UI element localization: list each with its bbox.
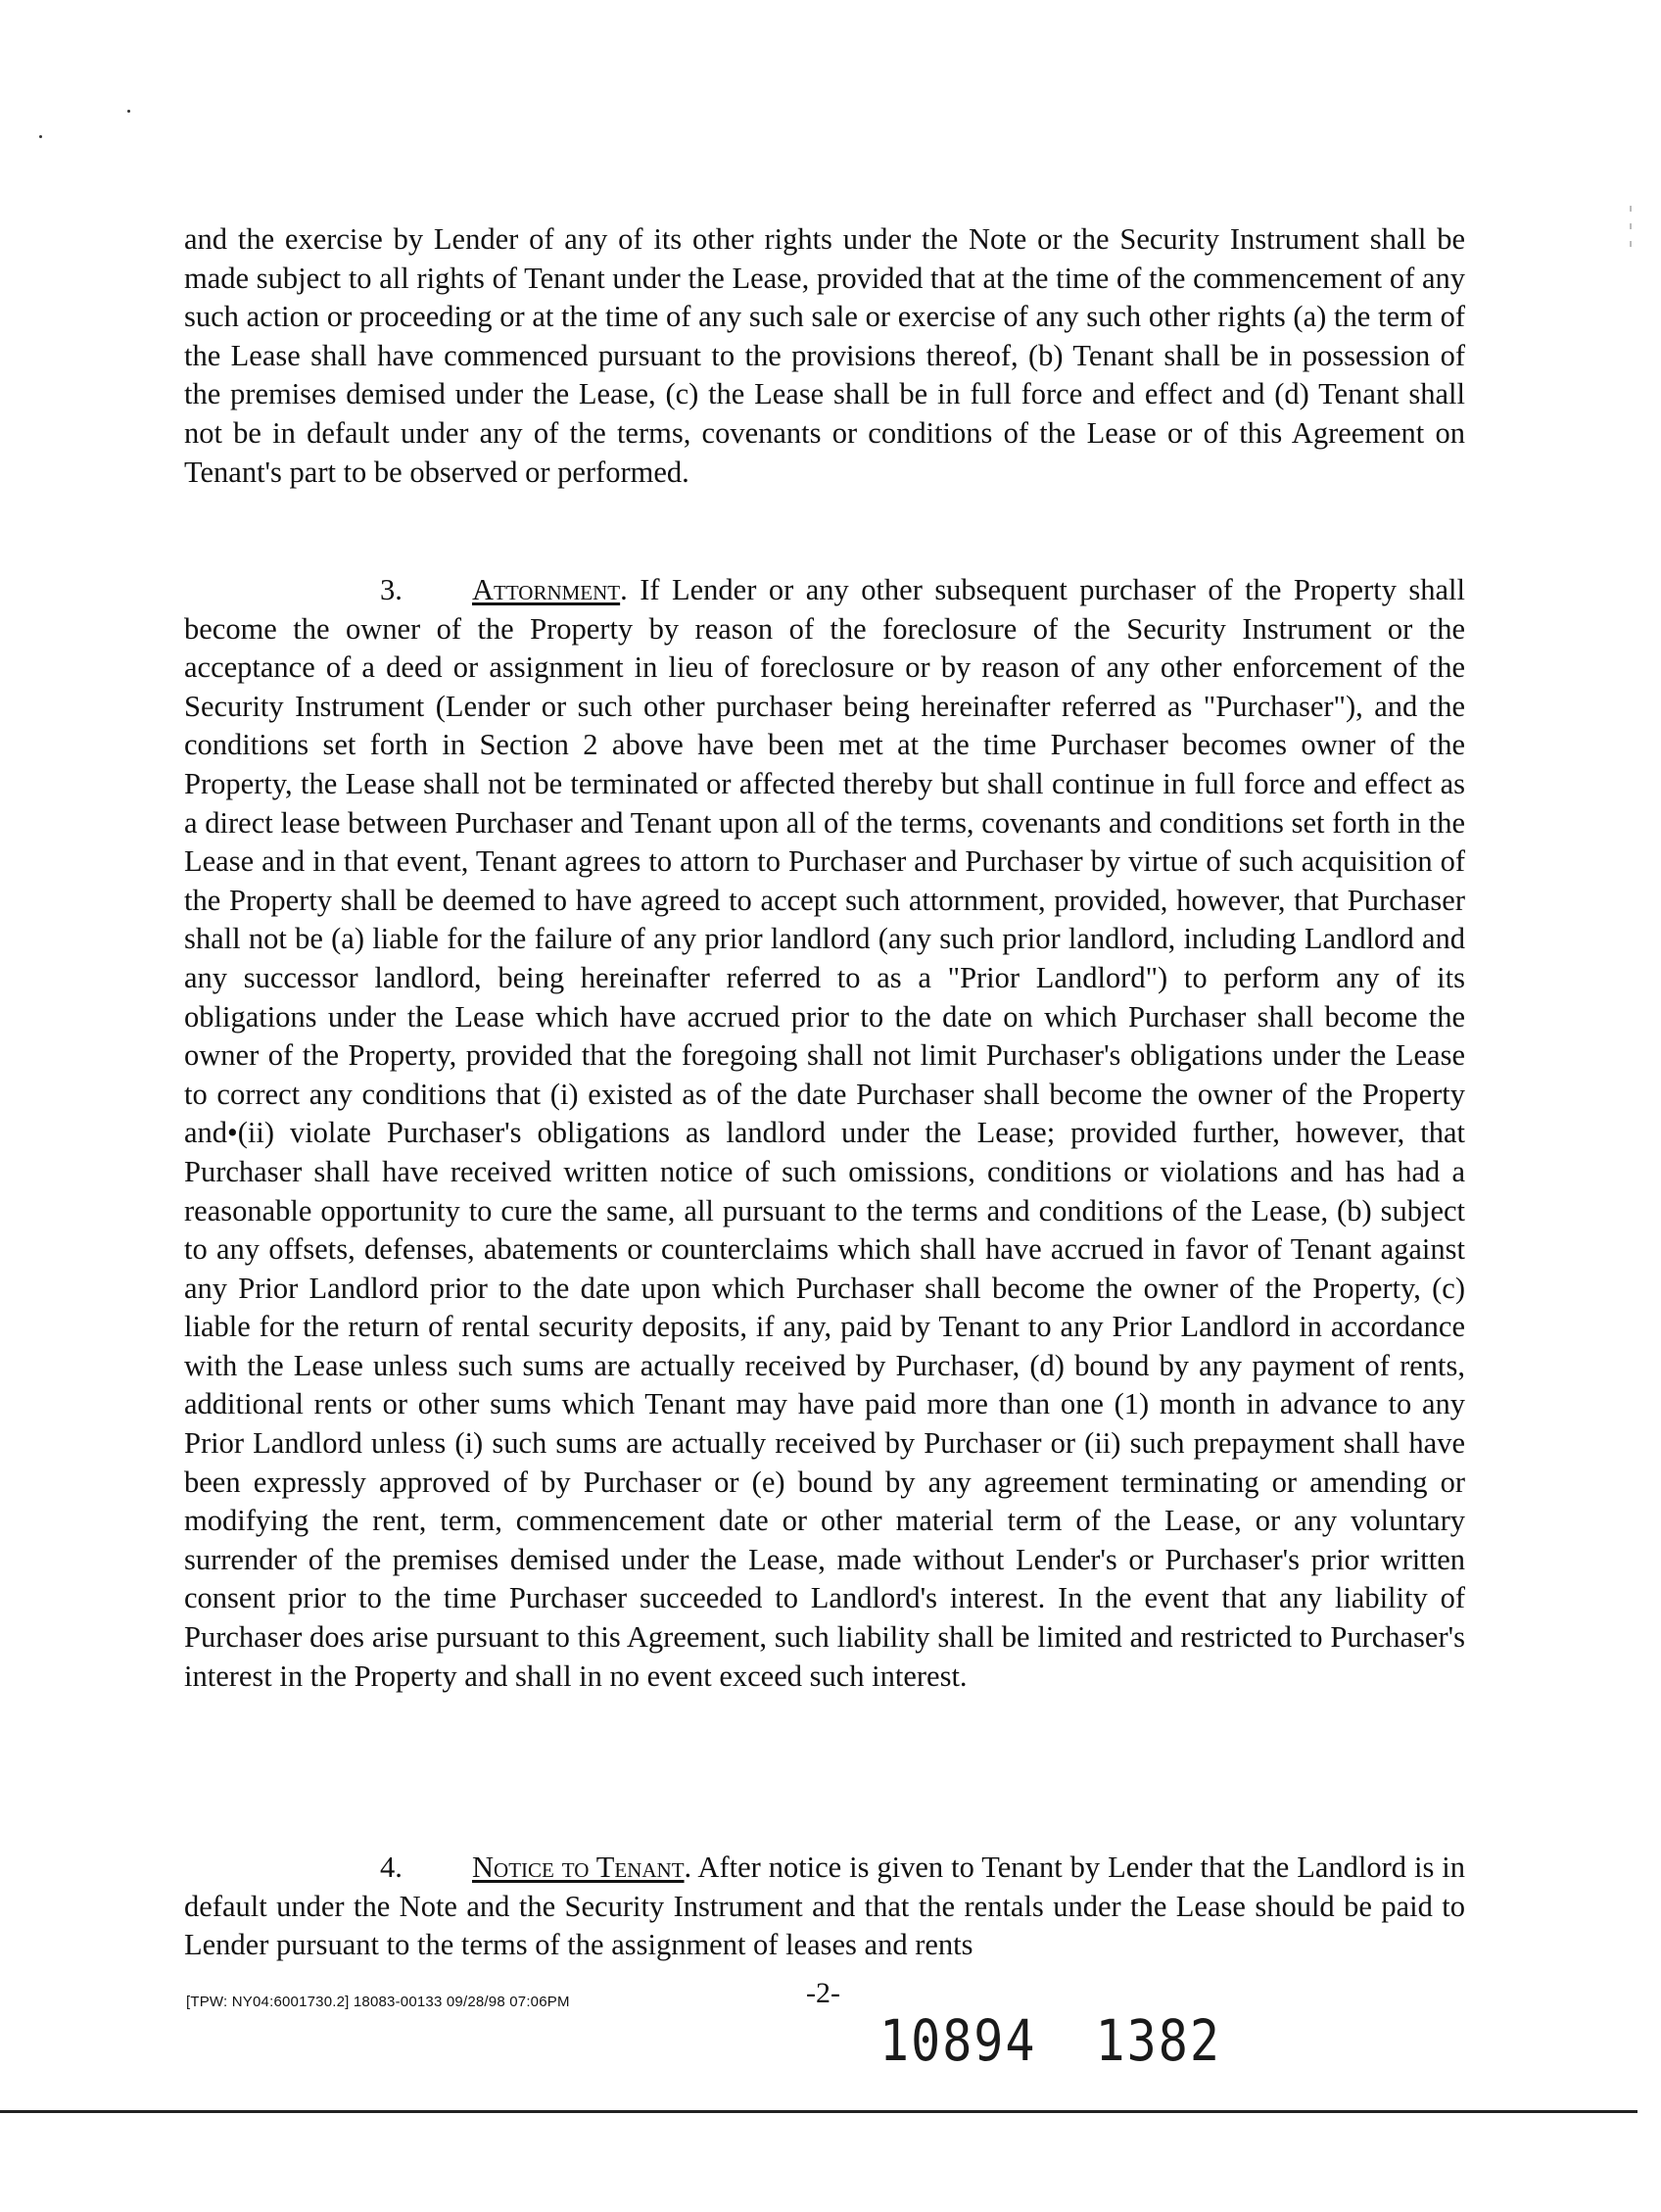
section-3-heading: Attornment — [472, 573, 621, 606]
section-3-text: If Lender or any other subsequent purchaser of the Property shall become the owner of the Property by reason of the foreclosure of the Security Instrument or the acceptance of a deed or assignment in lieu of foreclosure or by reason of any other enforcement of the Security Instrument (Lender or such other purchaser being hereinafter referred as "Purchaser"), and the conditions set forth in Section 2 above have been met at the time Purchaser becomes owner of the Property, the Lease shall not be terminated or affected thereby but shall continue in full force and effect as a direct lease between Purchaser and Tenant upon all of the terms, covenants and conditions set forth in the Lease and in that event, Tenant agrees to attorn to Purchaser and Purchaser by virtue of such acquisition of the Property shall be deemed to have agreed to accept such attornment, provided, however, that Purchaser shall not be (a) liable for the failure of any prior landlord (any such prior landlord, including Landlord and any successor landlord, being hereinafter referred to as a "Prior Landlord") to perform any of its obligations under the Lease which have accrued prior to the date on which Purchaser shall become the owner of the Property, provided that the foregoing shall not limit Purchaser's obligations under the Lease to correct any conditions that (i) existed as of the date Purchaser shall become the owner of the Property and•(ii) violate Purchaser's obligations as landlord under the Lease; provided further, however, that Purchaser shall have received written notice of such omissions, conditions or violations and has had a reasonable opportunity to cure the same, all pursuant to the terms and conditions of the Lease, (b) subject to any offsets, defenses, abatements or counterclaims which shall have accrued in favor of Tenant against any Prior Landlord prior to the date upon which Purchaser shall become the owner of the Property, (c) liable for the return of rental security deposits, if any, paid by Tenant to any Prior Landlord in accordance with the Lease unless such sums are actually received by Purchaser, (d) bound by any payment of rents, additional rents or other sums which Tenant may have paid more than one (1) month in advance to any Prior Landlord unless (i) such sums are actually received by Purchaser or (ii) such prepayment shall have been expressly approved of by Purchaser or (e) bound by any agreement terminating or amending or modifying the rent, term, commencement date or other material term of the Lease, or any voluntary surrender of the premises demised under the Lease, made without Lender's or Purchaser's prior written consent prior to the time Purchaser succeeded to Landlord's interest. In the event that any liability of Purchaser does arise pursuant to this Agreement, such liability shall be limited and restricted to Purchaser's interest in the Property and shall in no event exceed such interest. — [184, 573, 1466, 1693]
bottom-rule — [0, 2110, 1637, 2113]
footer-document-id: [TPW: NY04:6001730.2] 18083-00133 09/28/98 07:06PM — [186, 1994, 570, 2010]
scan-speck — [39, 135, 42, 138]
section-4-heading-punct: . — [684, 1851, 692, 1884]
scan-speck — [127, 110, 130, 113]
paragraph-continuation: and the exercise by Lender of any of its other rights under the Note or the Security Instrument shall be made subject to all rights of Tenant under the Lease, provided that at the time of the commencement of any such action or proceeding or at the time of any such sale or exercise of any such other rights (a) the term of the Lease shall have commenced pursuant to the provisions thereof, (b) Tenant shall be in possession of the premises demised under the Lease, (c) the Lease shall be in full force and effect and (d) Tenant shall not be in default under any of the terms, covenants or conditions of the Lease or of this Agreement on Tenant's part to be observed or performed. — [184, 222, 1465, 489]
recording-stamp — [879, 2008, 1221, 2074]
section-3-number: 3. — [380, 573, 403, 606]
stamp-book-number: 10894 — [879, 2008, 1037, 2074]
page-number: -2- — [806, 1977, 840, 2009]
section-4 — [184, 1849, 1465, 1965]
section-4-number: 4. — [380, 1851, 403, 1884]
section-4-text: After notice is given to Tenant by Lender that the Landlord is in default under the Note and the Security Instrument and that the rentals under the Lease should be paid to Lender pursuant to the terms of the assignment of leases and rents — [184, 1851, 1465, 1962]
section-4-heading: Notice to Tenant — [472, 1851, 685, 1884]
stamp-page-number: 1382 — [1095, 2008, 1221, 2074]
section-3-heading-punct: . — [620, 573, 628, 606]
scan-edge-mark — [1630, 241, 1632, 247]
section-3 — [184, 571, 1465, 1696]
scan-edge-mark — [1630, 223, 1632, 229]
scan-edge-mark — [1630, 206, 1632, 212]
